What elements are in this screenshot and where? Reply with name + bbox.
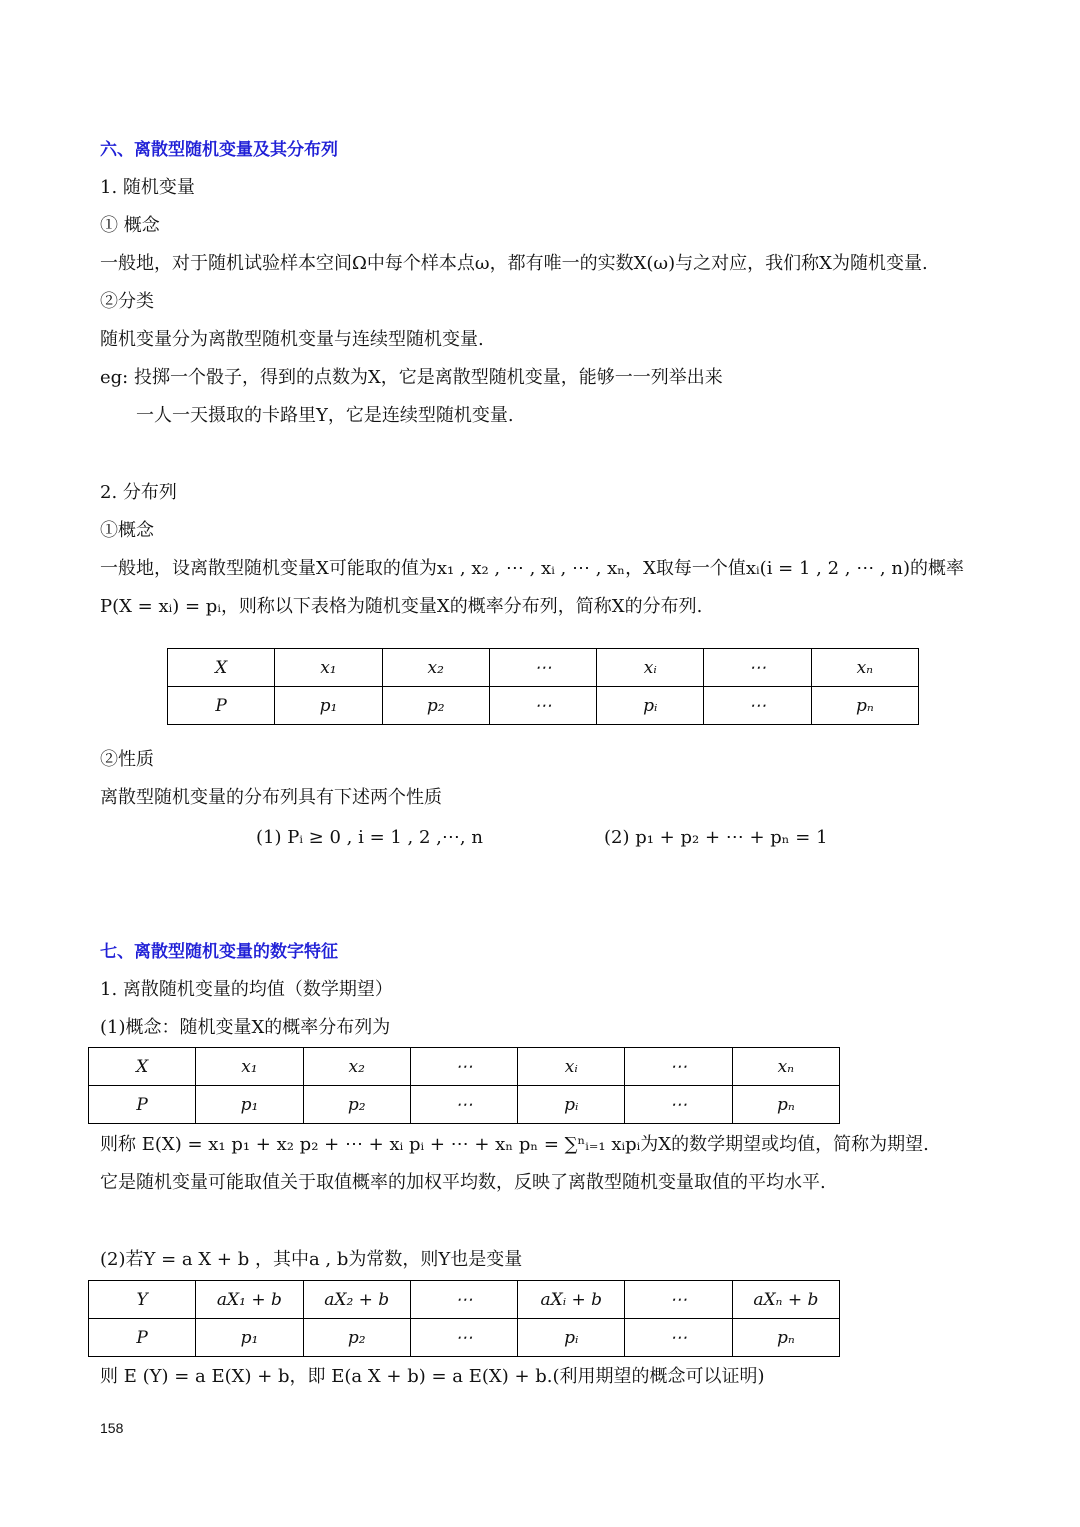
table-cell: pᵢ [518, 1086, 625, 1124]
table-cell: ⋯ [704, 649, 811, 687]
concept2-label: ①概念 [100, 520, 154, 541]
sub2-title: 2. 分布列 [100, 482, 177, 503]
table-row [168, 649, 919, 687]
distribution-table-1 [167, 648, 919, 725]
table-cell: pₙ [732, 1086, 839, 1124]
table-cell: X [89, 1048, 196, 1086]
table-cell: x₁ [275, 649, 382, 687]
table-cell: P [89, 1086, 196, 1124]
property-2: (2) p₁ + p₂ + ⋯ + pₙ = 1 [604, 827, 828, 848]
table-cell: xₙ [732, 1048, 839, 1086]
table-cell: x₂ [382, 649, 489, 687]
distribution-table-3 [88, 1280, 840, 1357]
table-cell: p₂ [303, 1086, 410, 1124]
table-cell: pₙ [811, 687, 918, 725]
property-text: 离散型随机变量的分布列具有下述两个性质 [100, 787, 442, 808]
table-row [89, 1281, 840, 1319]
classify-label: ②分类 [100, 291, 154, 312]
table-cell: ⋯ [704, 687, 811, 725]
table-cell: P [89, 1319, 196, 1357]
table-row [168, 687, 919, 725]
table-cell: ⋯ [410, 1281, 517, 1319]
table-cell: aXₙ + b [732, 1281, 839, 1319]
result-line: 则 E (Y) = a E(X) + b，即 E(a X + b) = a E(X) + b.(利用期望的概念可以证明) [100, 1366, 765, 1387]
section6-heading: 六、离散型随机变量及其分布列 [100, 140, 338, 160]
expectation-line-2: 它是随机变量可能取值关于取值概率的加权平均数，反映了离散型随机变量取值的平均水平. [100, 1172, 826, 1193]
table-cell: aX₁ + b [196, 1281, 303, 1319]
table-cell: p₂ [303, 1319, 410, 1357]
table-cell: p₁ [196, 1086, 303, 1124]
concept2-line-2: P(X = xᵢ) = pᵢ，则称以下表格为随机变量X的概率分布列，简称X的分布列. [100, 596, 703, 617]
section7-heading: 七、离散型随机变量的数字特征 [100, 942, 338, 962]
property-label: ②性质 [100, 749, 154, 770]
table-row [89, 1086, 840, 1124]
table-cell: ⋯ [410, 1319, 517, 1357]
concept-label: ① 概念 [100, 215, 160, 236]
example-line-2: 一人一天摄取的卡路里Y，它是连续型随机变量. [136, 405, 514, 426]
table-cell: xₙ [811, 649, 918, 687]
distribution-table-2 [88, 1047, 840, 1124]
table-cell: ⋯ [625, 1048, 732, 1086]
example-line-1: eg: 投掷一个骰子，得到的点数为X，它是离散型随机变量，能够一一列举出来 [100, 367, 723, 388]
table-cell: aX₂ + b [303, 1281, 410, 1319]
classify-text: 随机变量分为离散型随机变量与连续型随机变量. [100, 329, 484, 350]
table-cell: p₁ [196, 1319, 303, 1357]
table-cell: xᵢ [597, 649, 704, 687]
table-cell: ⋯ [410, 1048, 517, 1086]
table-cell: p₁ [275, 687, 382, 725]
table-cell: P [168, 687, 275, 725]
concept2-line-1: 一般地，设离散型随机变量X可能取的值为x₁ , x₂ , ⋯ , xᵢ , ⋯ , xₙ，X取每一个值xᵢ(i = 1 , 2 , ⋯ , n)的概率 [100, 558, 964, 579]
sub1-title: 1. 随机变量 [100, 177, 195, 198]
table-cell: X [168, 649, 275, 687]
table-cell: ⋯ [625, 1281, 732, 1319]
table-cell: ⋯ [489, 649, 596, 687]
page-number: 158 [100, 1420, 124, 1436]
table-row [89, 1048, 840, 1086]
table-cell: p₂ [382, 687, 489, 725]
table-cell: ⋯ [625, 1086, 732, 1124]
table-cell: pᵢ [518, 1319, 625, 1357]
table-cell: ⋯ [625, 1319, 732, 1357]
concept-line-7: (1)概念：随机变量X的概率分布列为 [100, 1017, 391, 1038]
linear-transform-line: (2)若Y = a X + b ，其中a , b为常数，则Y也是变量 [100, 1249, 523, 1270]
table-cell: x₁ [196, 1048, 303, 1086]
table-cell: ⋯ [410, 1086, 517, 1124]
table-cell: x₂ [303, 1048, 410, 1086]
table-cell: aXᵢ + b [518, 1281, 625, 1319]
table-cell: pᵢ [597, 687, 704, 725]
table-cell: Y [89, 1281, 196, 1319]
expectation-line-1: 则称 E(X) = x₁ p₁ + x₂ p₂ + ⋯ + xᵢ pᵢ + ⋯ + xₙ pₙ = ∑ⁿᵢ₌₁ xᵢpᵢ为X的数学期望或均值，简称为期望. [100, 1134, 929, 1155]
concept-text: 一般地，对于随机试验样本空间Ω中每个样本点ω，都有唯一的实数X(ω)与之对应，我们称X为随机变量. [100, 253, 928, 274]
property-1: (1) Pᵢ ≥ 0 , i = 1 , 2 ,⋯, n [256, 827, 483, 848]
sub1-title-7: 1. 离散随机变量的均值（数学期望） [100, 979, 393, 1000]
table-cell: ⋯ [489, 687, 596, 725]
table-cell: xᵢ [518, 1048, 625, 1086]
table-row [89, 1319, 840, 1357]
table-cell: pₙ [732, 1319, 839, 1357]
